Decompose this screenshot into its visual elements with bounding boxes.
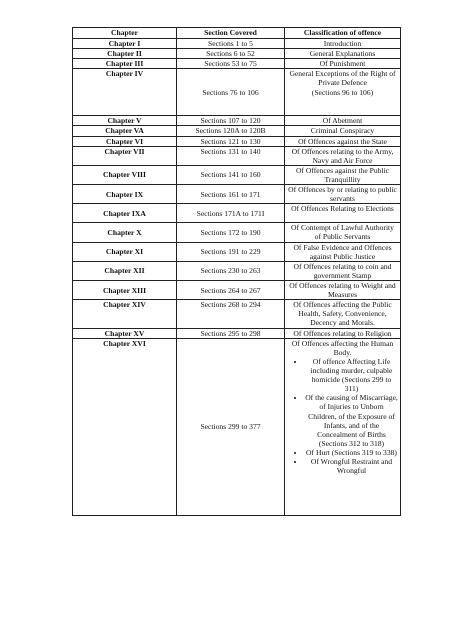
sections-cell: Sections 107 to 120 xyxy=(177,116,285,126)
sections-cell: Sections 295 to 298 xyxy=(177,328,285,338)
classification-cell: Of Offences relating to coin and government Stamp xyxy=(285,261,401,280)
sections-cell: Sections 76 to 106 xyxy=(177,69,285,116)
sections-cell: Sections 131 to 140 xyxy=(177,146,285,165)
classification-cell: Of Abetment xyxy=(285,116,401,126)
chapter-cell: Chapter VII xyxy=(73,146,177,165)
classification-cell xyxy=(285,69,401,116)
table-row xyxy=(73,204,401,223)
classification-text: General Exceptions of the Right of Private Defence xyxy=(289,69,396,88)
chapter-cell: Chapter VI xyxy=(73,136,177,146)
table-header-row xyxy=(73,28,401,39)
classification-cell: Of Contempt of Lawful Authority of Public Servants xyxy=(285,223,401,242)
sections-cell: Sections 53 to 75 xyxy=(177,59,285,69)
classification-cell: Of False Evidence and Offences against Public Justice xyxy=(285,242,401,261)
table-row xyxy=(73,39,401,49)
chapter-cell: Chapter II xyxy=(73,49,177,59)
sections-cell: Sections 121 to 130 xyxy=(177,136,285,146)
header-section-covered: Section Covered xyxy=(177,28,285,39)
table-row xyxy=(73,185,401,204)
chapter-cell: Chapter I xyxy=(73,39,177,49)
classification-cell: Of Offences affecting the Public Health, Safety, Convenience, Decency and Morals. xyxy=(285,300,401,328)
table-row xyxy=(73,49,401,59)
list-item: • Of Hurt (Sections 319 to 338) xyxy=(305,448,398,457)
classification-cell: Of Offences relating to Religion xyxy=(285,328,401,338)
classification-cell: Of Offences against the State xyxy=(285,136,401,146)
chapter-cell: Chapter IV xyxy=(73,69,177,116)
sections-cell: Sections 171A to 171I xyxy=(177,204,285,223)
chapter-cell: Chapter X xyxy=(73,223,177,242)
list-item: • Of offence Affecting Life including murder, culpable homicide (Sections 299 to 311) xyxy=(305,357,398,393)
classification-cell: Of Offences relating to Weight and Measures xyxy=(285,280,401,299)
chapter-cell: Chapter XI xyxy=(73,242,177,261)
header-chapter: Chapter xyxy=(73,28,177,39)
list-item: • Of the causing of Miscarriage, of Injuries to Unborn Children, of the Exposure of Infants, and of the Concealment of Births (Sections 312 to 318) xyxy=(305,393,398,448)
classification-cell: Criminal Conspiracy xyxy=(285,126,401,136)
sections-cell: Sections 230 to 263 xyxy=(177,261,285,280)
chapter-cell: Chapter III xyxy=(73,59,177,69)
classification-text: Of Offences affecting the Human Body. xyxy=(291,338,394,357)
table-row xyxy=(73,328,401,338)
chapter-cell: Chapter XIII xyxy=(73,280,177,299)
table-row xyxy=(73,165,401,184)
table-row xyxy=(73,242,401,261)
sections-cell: Sections 161 to 171 xyxy=(177,185,285,204)
classification-cell xyxy=(285,338,401,515)
classification-cell: Of Offences Relating to Elections xyxy=(285,204,401,223)
chapter-cell: Chapter XV xyxy=(73,328,177,338)
sections-cell: Sections 6 to 52 xyxy=(177,49,285,59)
sections-cell: Sections 299 to 377 xyxy=(177,338,285,515)
classification-cell: General Explanations xyxy=(285,49,401,59)
table-row xyxy=(73,116,401,126)
classification-cell: Of Offences by or relating to public servants xyxy=(285,185,401,204)
sections-cell: Sections 1 to 5 xyxy=(177,39,285,49)
sections-cell: Sections 172 to 190 xyxy=(177,223,285,242)
classification-cell: Introduction xyxy=(285,39,401,49)
table-row xyxy=(73,69,401,116)
table-row xyxy=(73,136,401,146)
subitem-list xyxy=(287,357,398,475)
chapter-cell: Chapter V xyxy=(73,116,177,126)
sections-cell: Sections 264 to 267 xyxy=(177,280,285,299)
classification-cell: Of Offences relating to the Army, Navy and Air Force xyxy=(285,146,401,165)
table-row xyxy=(73,280,401,299)
chapter-cell: Chapter VA xyxy=(73,126,177,136)
classification-note: (Sections 96 to 106) xyxy=(311,87,374,97)
classification-cell: Of Offences against the Public Tranquillity xyxy=(285,165,401,184)
list-item: • Of Wrongful Restraint and Wrongful xyxy=(305,457,398,475)
table-row xyxy=(73,261,401,280)
chapter-table-container xyxy=(72,27,400,516)
chapter-cell: Chapter VIII xyxy=(73,165,177,184)
classification-cell: Of Punishment xyxy=(285,59,401,69)
chapter-cell: Chapter XIV xyxy=(73,300,177,328)
table-row xyxy=(73,338,401,515)
sections-cell: Sections 141 to 160 xyxy=(177,165,285,184)
table-row xyxy=(73,59,401,69)
table-row xyxy=(73,300,401,328)
table-row xyxy=(73,146,401,165)
table-row xyxy=(73,126,401,136)
chapter-cell: Chapter IX xyxy=(73,185,177,204)
chapter-cell: Chapter XII xyxy=(73,261,177,280)
chapter-cell: Chapter IXA xyxy=(73,204,177,223)
chapter-table xyxy=(72,27,401,516)
sections-cell: Sections 268 to 294 xyxy=(177,300,285,328)
chapter-cell: Chapter XVI xyxy=(73,338,177,515)
sections-cell: Sections 120A to 120B xyxy=(177,126,285,136)
table-row xyxy=(73,223,401,242)
header-classification: Classification of offence xyxy=(285,28,401,39)
sections-cell: Sections 191 to 229 xyxy=(177,242,285,261)
